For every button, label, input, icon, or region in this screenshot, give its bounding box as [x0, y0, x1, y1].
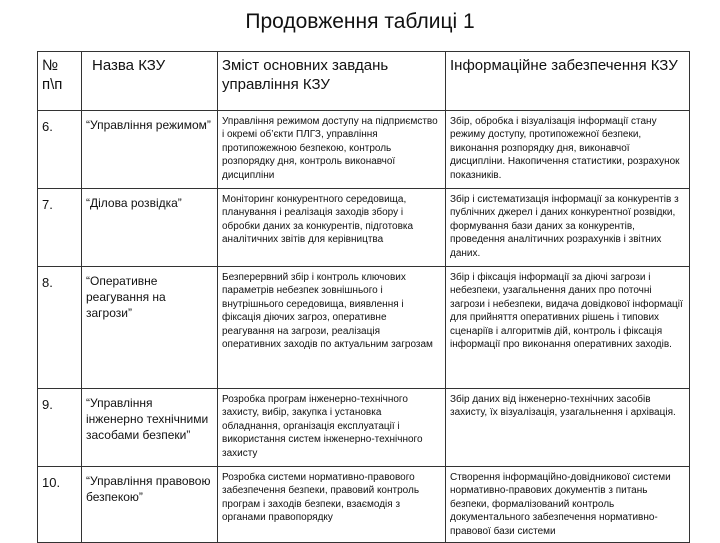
col-header-info: Інформаційне забезпечення КЗУ [446, 52, 690, 111]
row-name: “Управління правовою безпекою” [82, 467, 218, 543]
row-name: “Ділова розвідка” [82, 189, 218, 267]
col-header-number: № п\п [38, 52, 82, 111]
row-info: Збір і фіксація інформації за діючі загрози і небезпеки, узагальнення даних про поточні загрози і небезпеки, видача довідкової інформації для прийняття оперативних рішень і типових сценаріїв і алгоритмів дій, контроль і фіксація інформації про виконання оперативних заходів. [446, 267, 690, 389]
row-number: 6. [38, 111, 82, 189]
table-row [38, 111, 690, 189]
row-name: “Управління інженерно технічними засобами безпеки” [82, 389, 218, 467]
row-number: 7. [38, 189, 82, 267]
row-tasks: Розробка програм інженерно-технічного захисту, вибір, закупка і установка обладнання, організація експлуатації і використання систем інженерно-технічного захисту [218, 389, 446, 467]
table-header-row [38, 52, 690, 111]
col-header-tasks: Зміст основних завдань управління КЗУ [218, 52, 446, 111]
page-title: Продовження таблиці 1 [245, 10, 475, 33]
row-info: Збір і систематизація інформації за конкурентів з публічних джерел і даних конкурентної розвідки, формування бази даних за конкурентів, проведення аналітичних розрахунків і звітних даних. [446, 189, 690, 267]
row-name: “Оперативне реагування на загрози” [82, 267, 218, 389]
row-number: 10. [38, 467, 82, 543]
table-row [38, 189, 690, 267]
row-number: 9. [38, 389, 82, 467]
row-tasks: Управління режимом доступу на підприємство і окремі об’єкти ПЛГЗ, управління протипожежною безпекою, контроль розпорядку дня, контроль виконавчої дисципліни [218, 111, 446, 189]
row-tasks: Безперервний збір і контроль ключових параметрів небезпек зовнішнього і внутрішнього середовища, виявлення і фіксація діючих загроз, оперативне реагування на загрози, реалізація оперативних заходів по актуальним загрозам [218, 267, 446, 389]
row-info: Збір даних від інженерно-технічних засобів захисту, їх візуалізація, узагальнення і архівація. [446, 389, 690, 467]
row-tasks: Моніторинг конкурентного середовища, планування і реалізація заходів збору і обробки даних за конкурентів, підготовка аналітичних звітів для керівництва [218, 189, 446, 267]
row-info: Створення інформаційно-довідникової системи нормативно-правових документів з питань безпеки, формалізований контроль документального забезпечення нормативно-правової бази системи [446, 467, 690, 543]
kzu-table [37, 51, 690, 543]
col-header-name: Назва КЗУ [82, 52, 218, 111]
table-row [38, 267, 690, 389]
table-row [38, 467, 690, 543]
row-tasks: Розробка системи нормативно-правового забезпечення безпеки, правовий контроль програм і заходів безпеки, взаємодія з органами правопорядку [218, 467, 446, 543]
row-number: 8. [38, 267, 82, 389]
row-info: Збір, обробка і візуалізація інформації стану режиму доступу, протипожежної безпеки, виконання розпорядку дня, виконавчої дисципліни. Накопичення статистики, розрахунок показників. [446, 111, 690, 189]
row-name: “Управління режимом” [82, 111, 218, 189]
table-row [38, 389, 690, 467]
